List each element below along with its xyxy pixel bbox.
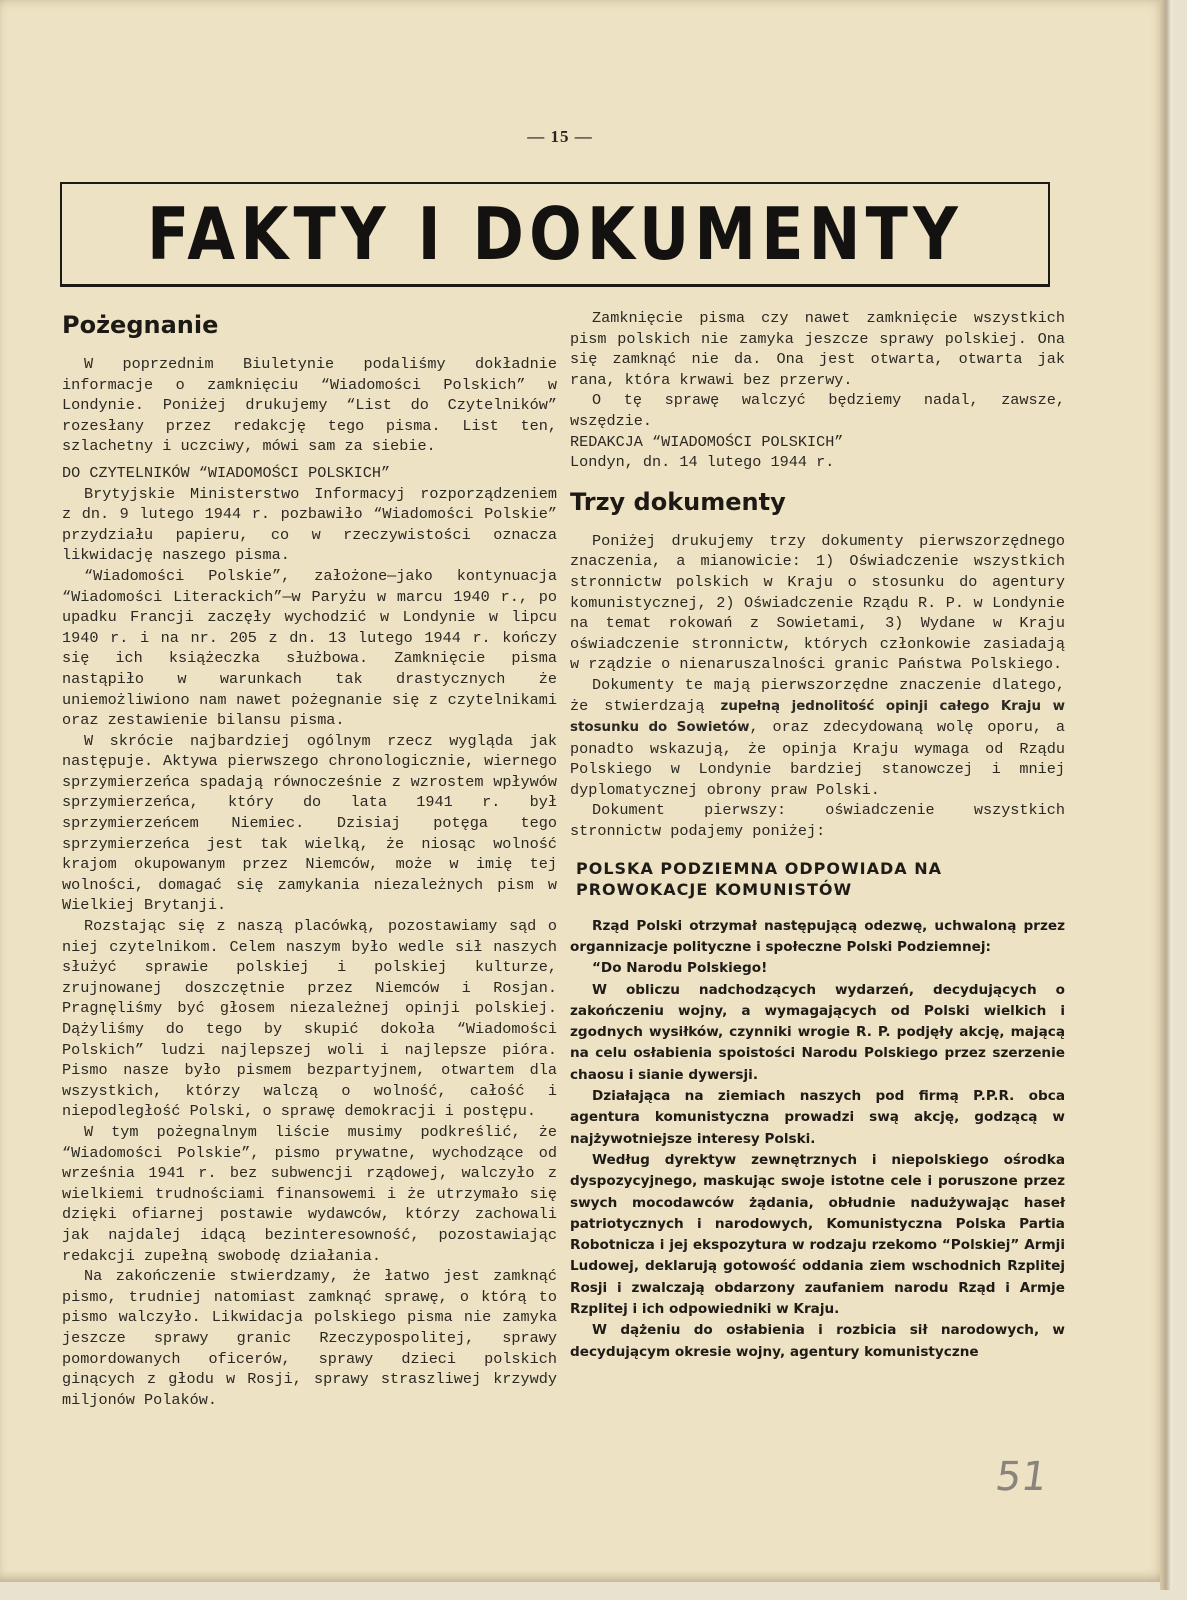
handwritten-page-annotation: 51 (992, 1454, 1051, 1500)
document-paragraph: Według dyrektyw zewnętrznych i niepolskiego ośrodka dyspozycyjnego, maskując swoje istotne cele i poruszone przez swych mocodawców żądania, obłudnie nadużywając haseł patriotycznych i narodowych, Komunistyczna Polska Partia Robotnicza i jej ekspozytura w rodzaju rzekomo “Polskiej” Armji Ludowej, deklarują gotowość oddania ziem wschodnich Rzplitej Rosji i zwalczają obdarzony zaufaniem narodu Rząd i Armje Rzplitej i ich odpowiedniki w Kraju. (570, 1151, 1065, 1317)
signature: REDAKCJA “WIADOMOŚCI POLSKICH” (570, 432, 844, 451)
document-paragraph: Działająca na ziemiach naszych pod firmą P.P.R. obca agentura komunistyczna prowadzi swą akcję, godzącą w najżywotniejsze interesy Polski. (570, 1088, 1065, 1147)
letter-paragraph: Brytyjskie Ministerstwo Informacyj rozporządzeniem z dn. 9 lutego 1944 r. pozbawiło “Wiadomości Polskie” przydziału papieru, co w rzeczywistości oznacza likwidację naszego pisma. (62, 484, 557, 565)
document-paragraph: W dążeniu do osłabienia i rozbicia sił narodowych, w decydującym okresie wojny, agentury komunistyczne (570, 1322, 1065, 1360)
letter-paragraph: W skrócie najbardziej ogólnym rzecz wygląda jak następuje. Aktywa pierwszego chronologicznie, wiernego sprzymierzeńca spadają równocześnie z wzrostem wpływów sprzymierzeńca, który do lata 1941 r. był sprzymierzeńcem Niemiec. Dzisiaj potęga tego sprzymierzeńca jest tak wielką, że niosąc wolność krajom okupowanym przez Niemców, może w imię tej wolności, domagać się zamykania niezależnych pism w Wielkiej Brytanji. (62, 731, 557, 915)
section-heading-pozegnanie: Pożegnanie (62, 311, 219, 339)
intro-paragraph: W poprzednim Biuletynie podaliśmy dokładnie informacje o zamknięciu “Wiadomości Polskich” w Londynie. Poniżej drukujemy “List do Czytelników” rozesłany przez redakcję tego pisma. List ten, szlachetny i uczciwy, mówi sam za siebie. (62, 355, 557, 456)
document-paragraph: “Do Narodu Polskiego! (592, 960, 768, 977)
text-run: Dokumenty te mają pierwszorzędne znaczenie dlatego, że stwierdzają (570, 675, 1065, 715)
documents-significance-paragraph (570, 675, 1065, 801)
title-box (60, 182, 1050, 287)
letter-paragraph: Rozstając się z naszą placówką, pozostawiamy sąd o niej czytelnikom. Celem naszym było wedle sił naszych służyć sprawie polskiej i polskiej kulturze, zrujnowanej doszczętnie przez Niemców i Rosjan. Pragnęliśmy być głosem niezależnej opinji polskiej. Dążyliśmy do tego by skupić dokoła “Wiadomości Polskich” ludzi najlepszej woli i najlepsze pióra. Pismo nasze było pismem bezpartyjnem, otwartem dla wszystkich, którzy walczą o wolność, całość i niepodległość Polski, o sprawę demokracji i postępu. (62, 917, 557, 1121)
letter-paragraph: Na zakończenie stwierdzamy, że łatwo jest zamknąć pismo, trudniej natomiast zamknąć sprawę, o którą to pismo walczyło. Likwidacja polskiego pisma nie zamyka jeszcze sprawy granic Rzeczypospolitej, sprawy pomordowanych oficerów, sprawy dzieci polskich ginących z głodu w Rosji, sprawy straszliwej krzywdy miljonów Polaków. (62, 1267, 557, 1409)
letter-paragraph: W tym pożegnalnym liście musimy podkreślić, że “Wiadomości Polskie”, pismo prywatne, wychodzące od września 1941 r. bez subwencji rządowej, walczyło z wielkiemi trudnościami finansowemi i że utrzymało się dzięki ofiarnej postawie wydawców, którzy zachowali jak najdalej idącą bezinteresowność, pozostawiając redakcji zupełną swobodę działania. (62, 1122, 557, 1265)
first-document-intro: Dokument pierwszy: oświadczenie wszystkich stronnictw podajemy poniżej: (570, 801, 1065, 841)
documents-intro-paragraph: Poniżej drukujemy trzy dokumenty pierwszorzędnego znaczenia, a mianowicie: 1) Oświadczenie wszystkich stronnictw polskich w Kraju o stosunku do agentury komunistycznej, 2) Oświadczenie Rządu R. P. w Londynie na temat rokowań z Sowietami, 3) Wydane w Kraju oświadczenie stronnictw, których członkowie zasiadają w rządzie o nienaruszalności granic Państwa Polskiego. (570, 531, 1065, 674)
document-body (570, 916, 1065, 1363)
place-date: Londyn, dn. 14 lutego 1944 r. (570, 453, 835, 472)
section-heading-trzy-dokumenty: Trzy dokumenty (570, 487, 786, 516)
emphasis-text: zupełną jednolitość opinji całego Kraju w stosunku do Sowietów (570, 698, 1065, 736)
page-edge (1160, 0, 1172, 1590)
text-run: , oraz zdecydowaną wolę oporu, a ponadto wskazują, że opinja Kraju wymaga od Rządu Polskiego w Londynie bardziej stanowczej i mniej dyplomatycznej obrony praw Polski. (570, 718, 1066, 799)
left-column (62, 308, 557, 1410)
document-paragraph: Rząd Polski otrzymał następującą odezwę, uchwaloną przez organnizacje polityczne i społeczne Polski Podziemnej: (570, 917, 1065, 955)
page-title: FAKTY I DOKUMENTY (146, 192, 964, 276)
continuation-paragraph: Zamknięcie pisma czy nawet zamknięcie wszystkich pism polskich nie zamyka jeszcze sprawy polskiej. Ona się zamknąć nie da. Ona jest otwarta, otwarta jak rana, która krwawi bez przerwy. (570, 309, 1065, 389)
letter-paragraph: “Wiadomości Polskie”, założone—jako kontynuacja “Wiadomości Literackich”—w Paryżu w marcu 1940 r., po upadku Francji zaczęły wychodzić w Londynie w lipcu 1940 r. i na nr. 205 z dn. 13 lutego 1944 r. kończy się ich książeczka służbowa. Zamknięcie pisma nastąpiło w warunkach tak drastycznych że uniemożliwiono nam nawet pożegnanie się z czytelnikami oraz zestawienie bilansu pisma. (62, 566, 557, 730)
right-column (570, 308, 1065, 1363)
document-heading: POLSKA PODZIEMNA ODPOWIADA NA PROWOKACJE KOMUNISTÓW (576, 858, 942, 899)
page-number: — 15 — (527, 127, 593, 146)
document-paragraph: W obliczu nadchodzących wydarzeń, decydujących o zakończeniu wojny, a wymagających od Polski wielkich i zgodnych wysiłków, czynniki wrogie R. P. podjęły akcję, mającą na celu osłabienia spoistości Narodu Polskiego przez szerzenie chaosu i sianie dywersji. (570, 981, 1065, 1083)
letter-heading: DO CZYTELNIKÓW “WIADOMOŚCI POLSKICH” (62, 463, 391, 482)
closing-line: O tę sprawę walczyć będziemy nadal, zawsze, wszędzie. (570, 391, 1065, 430)
